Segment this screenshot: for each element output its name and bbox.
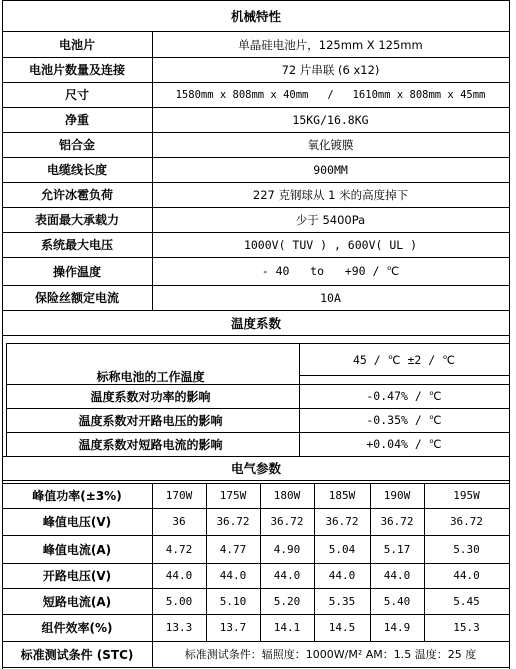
mech-label-fuse: 保险丝额定电流 — [34, 291, 119, 305]
mech-value-fuse: 10A — [320, 290, 341, 305]
temp-label-noct: 标称电池的工作温度 — [96, 370, 205, 384]
electrical-value-cell: 44.0 — [165, 569, 193, 582]
temp-value-power: -0.47% / ℃ — [366, 389, 442, 403]
mech-label-size: 尺寸 — [64, 88, 89, 102]
electrical-value-cell: 185W — [328, 489, 356, 502]
border-line — [2, 132, 510, 133]
border-line — [370, 483, 371, 641]
electrical-value-cell: 175W — [219, 489, 247, 502]
border-line — [299, 343, 300, 456]
electrical-row-label: 峰值电压(V) — [42, 515, 112, 529]
border-line — [2, 182, 510, 183]
mech-label-voltage: 系统最大电压 — [40, 238, 113, 252]
mech-value-weight: 15KG/16.8KG — [292, 112, 369, 127]
temp-value-voc: -0.35% / ℃ — [366, 413, 442, 427]
mech-label-cell: 电池片 — [58, 38, 95, 52]
border-line — [2, 335, 510, 336]
electrical-value-cell: 5.30 — [453, 542, 480, 556]
electrical-value-cell: 14.9 — [383, 621, 411, 634]
border-line — [2, 232, 510, 233]
electrical-value-cell: 36.72 — [449, 515, 484, 528]
mech-value-cable: 900MM — [313, 162, 348, 177]
electrical-title: 电气参数 — [230, 461, 281, 476]
mech-label-load: 表面最大承载力 — [34, 213, 119, 227]
electrical-value-cell: 190W — [383, 489, 411, 502]
border-line — [424, 483, 425, 641]
border-line — [2, 107, 510, 108]
electrical-value-cell: 44.0 — [219, 569, 247, 582]
border-line — [2, 667, 510, 668]
electrical-value-cell: 13.7 — [219, 621, 247, 634]
border-line — [314, 483, 315, 641]
mech-label-optemp: 操作温度 — [52, 264, 101, 279]
electrical-value-cell: 5.17 — [383, 542, 411, 556]
mech-label-count: 电池片数量及连接 — [28, 63, 125, 77]
border-line — [152, 483, 153, 667]
border-line — [6, 408, 509, 409]
electrical-value-cell: 15.3 — [453, 621, 480, 634]
electrical-row-label: 开路电压(V) — [42, 569, 112, 583]
border-line — [2, 207, 510, 208]
stc-value: 标准测试条件：辐照度：1000W/M² AM：1.5 温度：25 度 — [184, 648, 477, 661]
electrical-value-cell: 36.72 — [325, 515, 359, 528]
stc-label: 标准测试条件 (STC) — [20, 647, 134, 662]
electrical-value-cell: 5.10 — [219, 594, 247, 608]
mech-value-hail: 227 克钢球从 1 米的高度掉下 — [252, 187, 409, 202]
electrical-value-cell: 170W — [165, 489, 193, 502]
mech-label-hail: 允许冰雹负荷 — [40, 188, 113, 202]
electrical-value-cell: 44.0 — [328, 569, 356, 582]
temperature-title: 温度系数 — [230, 316, 281, 331]
border-line — [299, 375, 509, 376]
border-line — [2, 588, 510, 589]
electrical-value-cell: 5.35 — [328, 594, 356, 608]
electrical-value-cell: 14.5 — [328, 621, 356, 634]
electrical-row-label: 组件效率(%) — [41, 621, 113, 635]
border-line — [2, 82, 510, 83]
mechanical-title: 机械特性 — [230, 8, 281, 24]
electrical-value-cell: 4.72 — [165, 542, 193, 556]
electrical-value-cell: 5.00 — [165, 594, 193, 608]
border-line — [2, 57, 510, 58]
border-line — [2, 535, 510, 536]
border-line — [6, 432, 509, 433]
electrical-value-cell: 44.0 — [453, 569, 480, 582]
mech-value-voltage: 1000V( TUV ) , 600V( UL ) — [243, 237, 418, 252]
electrical-value-cell: 36 — [172, 515, 186, 528]
electrical-value-cell: 5.20 — [273, 594, 301, 608]
border-line — [2, 483, 510, 484]
border-line — [2, 310, 510, 311]
border-line — [2, 508, 510, 509]
electrical-value-cell: 5.04 — [328, 542, 356, 556]
mech-label-frame: 铝合金 — [58, 138, 95, 152]
border-line — [2, 31, 510, 32]
mech-value-optemp: - 40 to +90 / ℃ — [261, 264, 400, 278]
mech-value-load: 少于 5400Pa — [295, 212, 366, 227]
electrical-value-cell: 5.40 — [383, 594, 411, 608]
border-line — [2, 0, 510, 1]
border-line — [206, 483, 207, 641]
mech-value-size: 1580mm x 808mm x 40mm / 1610mm x 808mm x 45mm — [175, 88, 486, 101]
temp-value-isc: +0.04% / ℃ — [366, 437, 442, 451]
border-line — [6, 384, 509, 385]
temp-value-noct: 45 / ℃ ±2 / ℃ — [353, 353, 455, 367]
mech-value-count: 72 片串联 (6 x12) — [281, 62, 380, 77]
electrical-value-cell: 13.3 — [165, 621, 193, 634]
mech-value-frame: 氧化镀膜 — [307, 137, 354, 152]
electrical-value-cell: 14.1 — [273, 621, 301, 634]
electrical-value-cell: 4.90 — [273, 542, 301, 556]
electrical-value-cell: 44.0 — [383, 569, 411, 582]
temp-label-voc: 温度系数对开路电压的影响 — [78, 413, 223, 428]
border-line — [2, 257, 510, 258]
border-line — [2, 456, 510, 457]
temp-label-isc: 温度系数对短路电流的影响 — [78, 437, 223, 452]
border-line — [6, 343, 509, 344]
electrical-value-cell: 44.0 — [273, 569, 301, 582]
electrical-value-cell: 180W — [273, 489, 301, 502]
border-line — [2, 614, 510, 615]
electrical-value-cell: 36.72 — [216, 515, 250, 528]
electrical-row-label: 峰值电流(A) — [42, 542, 112, 557]
mech-label-weight: 净重 — [64, 113, 89, 127]
border-line — [2, 285, 510, 286]
mech-label-cable: 电缆线长度 — [46, 163, 107, 177]
border-line — [2, 641, 510, 642]
temp-label-power: 温度系数对功率的影响 — [90, 389, 211, 404]
electrical-value-cell: 36.72 — [380, 515, 414, 528]
electrical-value-cell: 4.77 — [219, 542, 247, 556]
electrical-value-cell: 195W — [453, 489, 480, 502]
electrical-row-label: 短路电流(A) — [42, 594, 112, 609]
border-line — [152, 31, 153, 310]
border-line — [2, 157, 510, 158]
electrical-row-label: 峰值功率(±3%) — [32, 489, 122, 503]
border-line — [6, 343, 7, 456]
border-line — [260, 483, 261, 641]
electrical-value-cell: 5.45 — [453, 594, 480, 608]
electrical-value-cell: 36.72 — [270, 515, 304, 528]
mech-value-cell: 单晶硅电池片，125mm X 125mm — [238, 37, 423, 52]
border-line — [2, 480, 510, 481]
border-line — [2, 563, 510, 564]
spec-sheet — [2, 0, 510, 669]
